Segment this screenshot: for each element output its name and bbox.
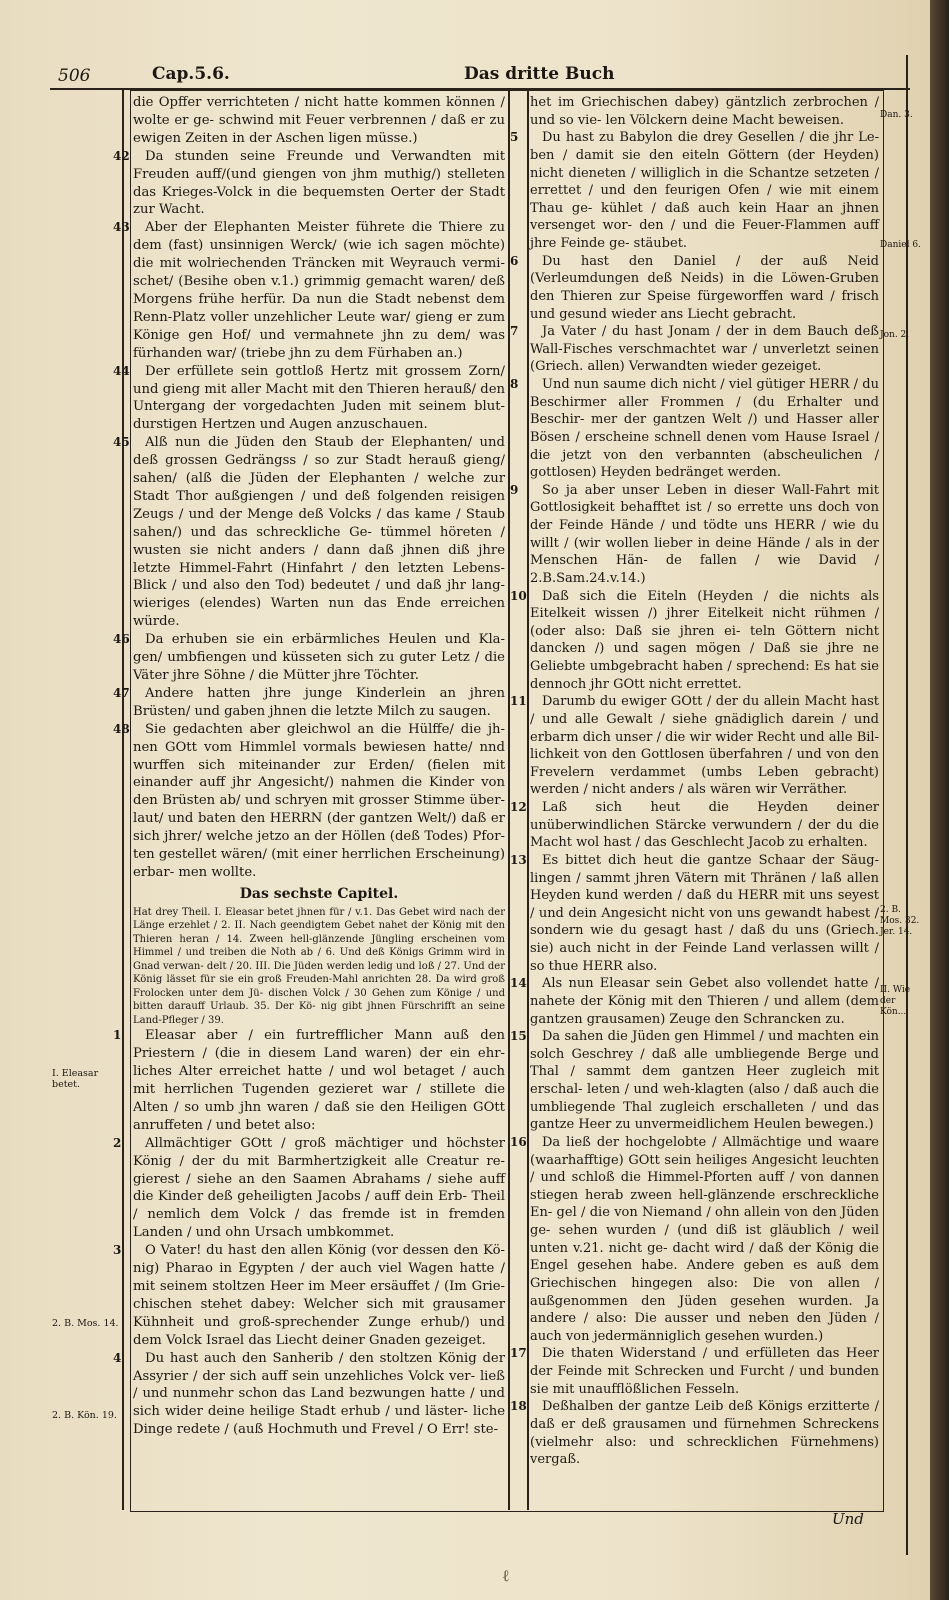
verse-number: 45 <box>113 435 130 450</box>
verse-text: Und nun saume dich nicht / viel gütiger HERR / du Beschirmer aller Frommen / (du Erhalter und Beschir- mer der gantzen Welt /) und Hasser aller Bösen / erscheine schnell denen vom Hause Israel / die jetzt von den verbannten (abscheulichen / gottlosen) Heyden bedränget werden. <box>530 377 879 481</box>
verse-paragraph <box>510 323 879 376</box>
verse-paragraph <box>113 1242 505 1349</box>
verse-paragraph <box>113 721 505 882</box>
verse-text: Als nun Eleasar sein Gebet also vollendet hatte / nahete der König mit den Thieren / und allem (dem gantzen grausamen) Zeuge den Schrancken zu. <box>530 976 879 1027</box>
chapter-summary: Hat drey Theil. I. Eleasar betet jhnen für / v.1. Das Gebet wird nach der Länge erzehlet / 2. II. Nach geendigtem Gebet nahet der König mit den Thieren heran / 14. Zween hell-glänzende Jüngling erscheinen vom Himmel / und treiben die Noth ab / 6. Und deß Königs Grimm wird in Gnad verwan- delt / 20. III. Die Jüden werden ledig und loß / 27. Und der König lässet für sie ein groß Freuden-Mahl anrichten 28. Da wird groß Frolocken unter dem Jü- dischen Volck / 30 Gehen zum Könige / und bitten darauff Urlaub. 35. Der Kö- nig gibt jhnen Fürschrifft an seine Land-Pfleger / 39. <box>133 906 505 1026</box>
verse-number: 10 <box>510 588 527 603</box>
verse-text: Sie gedachten aber gleichwol an die Hülffe/ die jh- nen GOtt vom Himmlel vormals bewiesen hatte/ nnd wurffen sich miteinander zur Erden/ (fielen mit einander auff jhr Angesicht/) nahmen die Kinder von den Brüsten ab/ und schryen mit grosser Stimme über- laut/ und baten den HERRN (der gantzen Welt/) daß er sich jhrer/ welche jetzo an der Höllen (deß Todes) Pfor- ten gestellet wären/ (mit einer herrlichen Erscheinung) erbar- men wollte. <box>133 721 505 880</box>
verse-paragraph <box>510 1134 879 1346</box>
verse-number: 4 <box>113 1350 122 1365</box>
verse-number: 1 <box>113 1028 122 1043</box>
margin-note-right: Daniel 6. <box>880 240 921 250</box>
verse-paragraph <box>113 1135 505 1242</box>
verse-paragraph <box>113 631 505 685</box>
verse-text: Aber der Elephanten Meister führete die Thiere zu dem (fast) unsinnigen Werck/ (wie ich sagen möchte) die mit wolriechenden Träncken mit Weyrauch vermi- schet/ (Besihe oben v.1.) grimmig gemacht waren/ deß Morgens frühe herfür. Da nun die Stadt nebenst dem Renn-Platz voller unzehlicher Leute war/ gieng er zum Könige gen Hof/ und vermahnete jhn zu dem/ was fürhanden war/ (triebe jhn zu dem Fürhaben an.) <box>133 220 505 361</box>
ink-mark: ℓ <box>502 1566 510 1585</box>
margin-note-left: 2. B. Kön. 19. <box>52 1410 117 1421</box>
verse-text: het im Griechischen dabey) gäntzlich zerbrochen / und so vie- len Völckern deine Macht beweisen. <box>530 95 879 128</box>
verse-number: 2 <box>113 1135 122 1150</box>
chapter-reference: Cap.5.6. <box>152 64 230 84</box>
verse-text: Du hast den Daniel / der auß Neid (Verleumdungen deß Neids) in die Löwen-Gruben den Thieren zur Speise fürgeworffen ward / frisch und gesund wieder ans Liecht gebracht. <box>530 253 879 322</box>
verse-paragraph <box>113 1350 505 1440</box>
margin-note-right: Dan. 3. <box>880 110 913 120</box>
margin-note-left: 2. B. Mos. 14. <box>52 1318 119 1329</box>
verse-number: 13 <box>510 852 527 867</box>
catchword: Und <box>832 1510 864 1528</box>
verse-text: Du hast zu Babylon die drey Gesellen / die jhr Le- ben / damit sie den eiteln Göttern (der Heyden) nicht dieneten / williglich in die Schantze setzeten / errettet / und den feurigen Ofen / wie mit einem Thau ge- kühlet / daß auch kein Haar an jhnen versenget wor- den / und die Feuer-Flammen auff jhre Feinde ge- stäubet. <box>530 130 879 251</box>
verse-number: 3 <box>113 1243 122 1258</box>
right-margin-rule <box>906 55 908 1555</box>
verse-paragraph <box>510 129 879 252</box>
header-rule <box>50 88 910 90</box>
verse-text: Da sahen die Jüden gen Himmel / und machten ein solch Geschrey / daß alle umbliegende Berge und Thal / sammt dem gantzen Heer zugleich mit erschal- leten / und weh-klagten (also / daß auch die umbliegende Thal zugleich erschalleten / und das gantze Heer zu unvermeidlichem Heulen bewegen.) <box>530 1029 879 1133</box>
verse-number: 9 <box>510 482 519 497</box>
verse-number: 44 <box>113 363 130 378</box>
verse-text: Laß sich heut die Heyden deiner unüberwindlichen Stärcke verwundern / der du die Macht wol hast / das Geschlecht Jacob zu erhalten. <box>530 800 879 851</box>
verse-text: die Opffer verrichteten / nicht hatte kommen können / wolte er ge- schwind mit Feuer verbrennen / daß er zu ewigen Zeiten in der Aschen ligen müsse.) <box>133 95 505 146</box>
verse-paragraph <box>510 253 879 324</box>
right-column <box>510 94 879 1469</box>
verse-paragraph <box>510 1345 879 1398</box>
verse-number: 5 <box>510 130 519 145</box>
verse-paragraph <box>510 975 879 1028</box>
margin-note-right: 2. B. Mos. 32. Jer. 14. <box>880 905 920 937</box>
verse-text: Darumb du ewiger GOtt / der du allein Macht hast / und alle Gewalt / siehe gnädiglich darein / und erbarm dich unser / die wir wider Recht und alle Bil- lichkeit von den Gottlosen überfahren / und von den Frevelern verdammet (umbs Leben gebracht) werden / nicht anders / als wären wir Verräther. <box>530 694 879 798</box>
verse-paragraph <box>113 363 505 435</box>
verse-paragraph <box>510 1398 879 1469</box>
verse-paragraph <box>530 94 879 129</box>
chapter-heading: Das sechste Capitel. <box>239 885 399 902</box>
verse-number: 11 <box>510 694 527 709</box>
margin-note-right: Jon. 2. <box>880 330 910 340</box>
left-margin-rule <box>122 90 124 1510</box>
running-title: Das dritte Buch <box>464 64 615 84</box>
verse-text: Es bittet dich heut die gantze Schaar der Säug- lingen / sammt jhren Vätern mit Thränen / laß allen Heyden kund werden / daß du HERR mit uns seyest / und dein Angesicht nicht von uns gewandt habest / sondern wie du gesagt hast / daß du uns (Griech. sie) auch nicht in der Feinde Land verlassen willt / so thue HERR also. <box>530 852 879 974</box>
verse-text: Da stunden seine Freunde und Verwandten mit Freuden auff/(und giengen von jhm muthig/) stelleten das Krieges-Volck in die bequemsten Oerter der Stadt zur Wacht. <box>133 148 505 218</box>
verse-text: Ja Vater / du hast Jonam / der in dem Bauch deß Wall-Fisches verschmachtet war / unverletzt seinen (Griech. allen) Verwandten wieder gezeiget. <box>530 324 879 375</box>
column-divider-right <box>527 90 529 1510</box>
verse-text: Der erfüllete sein gottloß Hertz mit grossem Zorn/ und gieng mit aller Macht mit den Thieren herauß/ den Untergang der vorgedachten Juden mit seinem blut-durstigen Hertzen und Augen anzuschauen. <box>133 363 505 433</box>
verse-paragraph <box>113 219 505 362</box>
verse-number: 43 <box>113 220 130 235</box>
verse-paragraph <box>510 693 879 799</box>
page-edge <box>930 0 949 1600</box>
verse-text: Deßhalben der gantze Leib deß Königs erzitterte / daß er deß grausamen und fürnehmen Schreckens (vielmehr also: und schrecklichen Fürnehmens) vergaß. <box>530 1399 879 1468</box>
verse-paragraph <box>113 1027 505 1134</box>
verse-paragraph <box>510 376 879 482</box>
verse-number: 18 <box>510 1399 527 1414</box>
verse-number: 6 <box>510 253 519 268</box>
verse-number: 48 <box>113 721 130 736</box>
verse-paragraph <box>510 588 879 694</box>
verse-text: Da ließ der hochgelobte / Allmächtige und waare (waarhafftige) GOtt sein heiliges Angesicht leuchten / und schloß die Himmel-Pforten auff / von dannen stiegen herab zween hell-glänzende erschreckliche En- gel / die von Niemand / ohn allein von den Jüden ge- sehen wurden / (und diß ist gläublich / weil unten v.21. nicht ge- dacht wird / daß der König die Engel gesehen habe. Andere geben es auß dem Griechischen hingegen also: Die von allen / außgenommen den Jüden gesehen wurden. Ja andere / also: Die ausser und neben den Jüden / auch von jedermänniglich gesehen wurden.) <box>530 1134 879 1344</box>
verse-number: 15 <box>510 1029 527 1044</box>
verse-text: Du hast auch den Sanherib / den stoltzen König der Assyrier / der sich auff sein unzehliches Volck ver- ließ / und nunmehr schon das Land bezwungen hatte / und sich wider deine heilige Stadt erhub / und läster- liche Dinge redete / (auß Hochmuth und Frevel / O Err! ste- <box>133 1350 505 1438</box>
verse-number: 16 <box>510 1134 527 1149</box>
verse-paragraph <box>113 148 505 220</box>
verse-number: 17 <box>510 1346 527 1361</box>
verse-text: Andere hatten jhre junge Kinderlein an jhren Brüsten/ und gaben jhnen die letzte Milch zu saugen. <box>133 685 505 719</box>
verse-number: 7 <box>510 324 519 339</box>
verse-number: 8 <box>510 377 519 391</box>
verse-paragraph <box>133 94 505 148</box>
verse-number: 14 <box>510 976 527 991</box>
verse-text: Da erhuben sie ein erbärmliches Heulen und Kla- gen/ umbfiengen und küsseten sich zu guter Letz / die Väter jhre Söhne / die Mütter jhre Töchter. <box>133 632 505 683</box>
margin-note-right: II. Wie der Kön... <box>880 985 911 1017</box>
verse-text: Alß nun die Jüden den Staub der Elephanten/ und deß grossen Gedrängss / so zur Stadt herauß gieng/ sahen/ (alß die Jüden der Elephanten / welche zur Stadt Thor außgiengen / und deß folgenden reisigen Zeugs / und der Menge deß Volcks / das kame / Staub sahen/) und das schreckliche Ge- tümmel höreten / wusten sie nicht anders / dann daß jhnen diß jhre letzte Himmel-Fahrt (Hinfahrt / den letzten Lebens-Blick / und also den Tod) bedeutet / und daß jhr lang- wieriges (elendes) Warten nun das Ende erreichen würde. <box>133 435 505 630</box>
verse-paragraph <box>113 685 505 721</box>
verse-paragraph <box>510 852 879 975</box>
verse-text: Die thaten Widerstand / und erfülleten das Heer der Feinde mit Schrecken und Furcht / und bunden sie mit unaufflößlichen Fesseln. <box>530 1346 879 1397</box>
verse-number: 47 <box>113 685 130 700</box>
margin-note-left: I. Eleasar betet. <box>52 1068 99 1090</box>
verse-paragraph <box>510 1028 879 1134</box>
verse-number: 12 <box>510 800 527 814</box>
verse-number: 42 <box>113 148 130 163</box>
verse-paragraph <box>510 799 879 852</box>
page-number: 506 <box>58 66 91 86</box>
verse-text: So ja aber unser Leben in dieser Wall-Fahrt mit Gottlosigkeit behafftet ist / so errette uns doch von der Feinde Hände / und tödte uns HERR / wie du willt / (wir wollen lieber in deine Hände / als in der Menschen Hän- de fallen / wie David / 2.B.Sam.24.v.14.) <box>530 482 879 586</box>
verse-text: Allmächtiger GOtt / groß mächtiger und höchster König / der du mit Barmhertzigkeit alle Creatur re- gierest / siehe an den Saamen Abrahams / siehe auff die Kinder deß geheiligten Jacobs / auff dein Erb- Theil / nemlich dem Volck / das fremde ist in fremden Landen / und ohn Ursach umbkommet. <box>133 1135 505 1241</box>
verse-text: O Vater! du hast den allen König (vor dessen den Kö- nig) Pharao in Egypten / der auch viel Wagen hatte / mit seinem stoltzen Heer im Meer ersäuffet / (Im Grie- chischen stehet dabey: Welcher sich mit grausamer Kühnheit und groß-sprechender Zunge erhub/) und dem Volck Israel das Liecht deiner Gnaden gezeiget. <box>133 1243 505 1348</box>
left-column <box>113 94 505 1439</box>
verse-text: Daß sich die Eiteln (Heyden / die nichts als Eitelkeit wissen /) jhrer Eitelkeit nicht rühmen / (oder also: Daß sie jhren ei- teln Göttern nicht dancken /) und sagen mögen / Daß sie jhre ne Geliebte umbgebracht haben / sprechend: Es hat sie dennoch jhr GOtt nicht errettet. <box>530 588 879 692</box>
verse-text: Eleasar aber / ein furtrefflicher Mann auß den Priestern / (die in diesem Land waren) der ein ehr- liches Alter erreichet hatte / und wol betaget / auch mit herrlichen Tugenden gezieret war / stillete die Alten / so umb jhn waren / daß sie den Heiligen GOtt anruffeten / und betet also: <box>133 1028 505 1133</box>
verse-paragraph <box>510 482 879 588</box>
verse-number: 46 <box>113 632 130 647</box>
verse-paragraph <box>113 434 505 631</box>
